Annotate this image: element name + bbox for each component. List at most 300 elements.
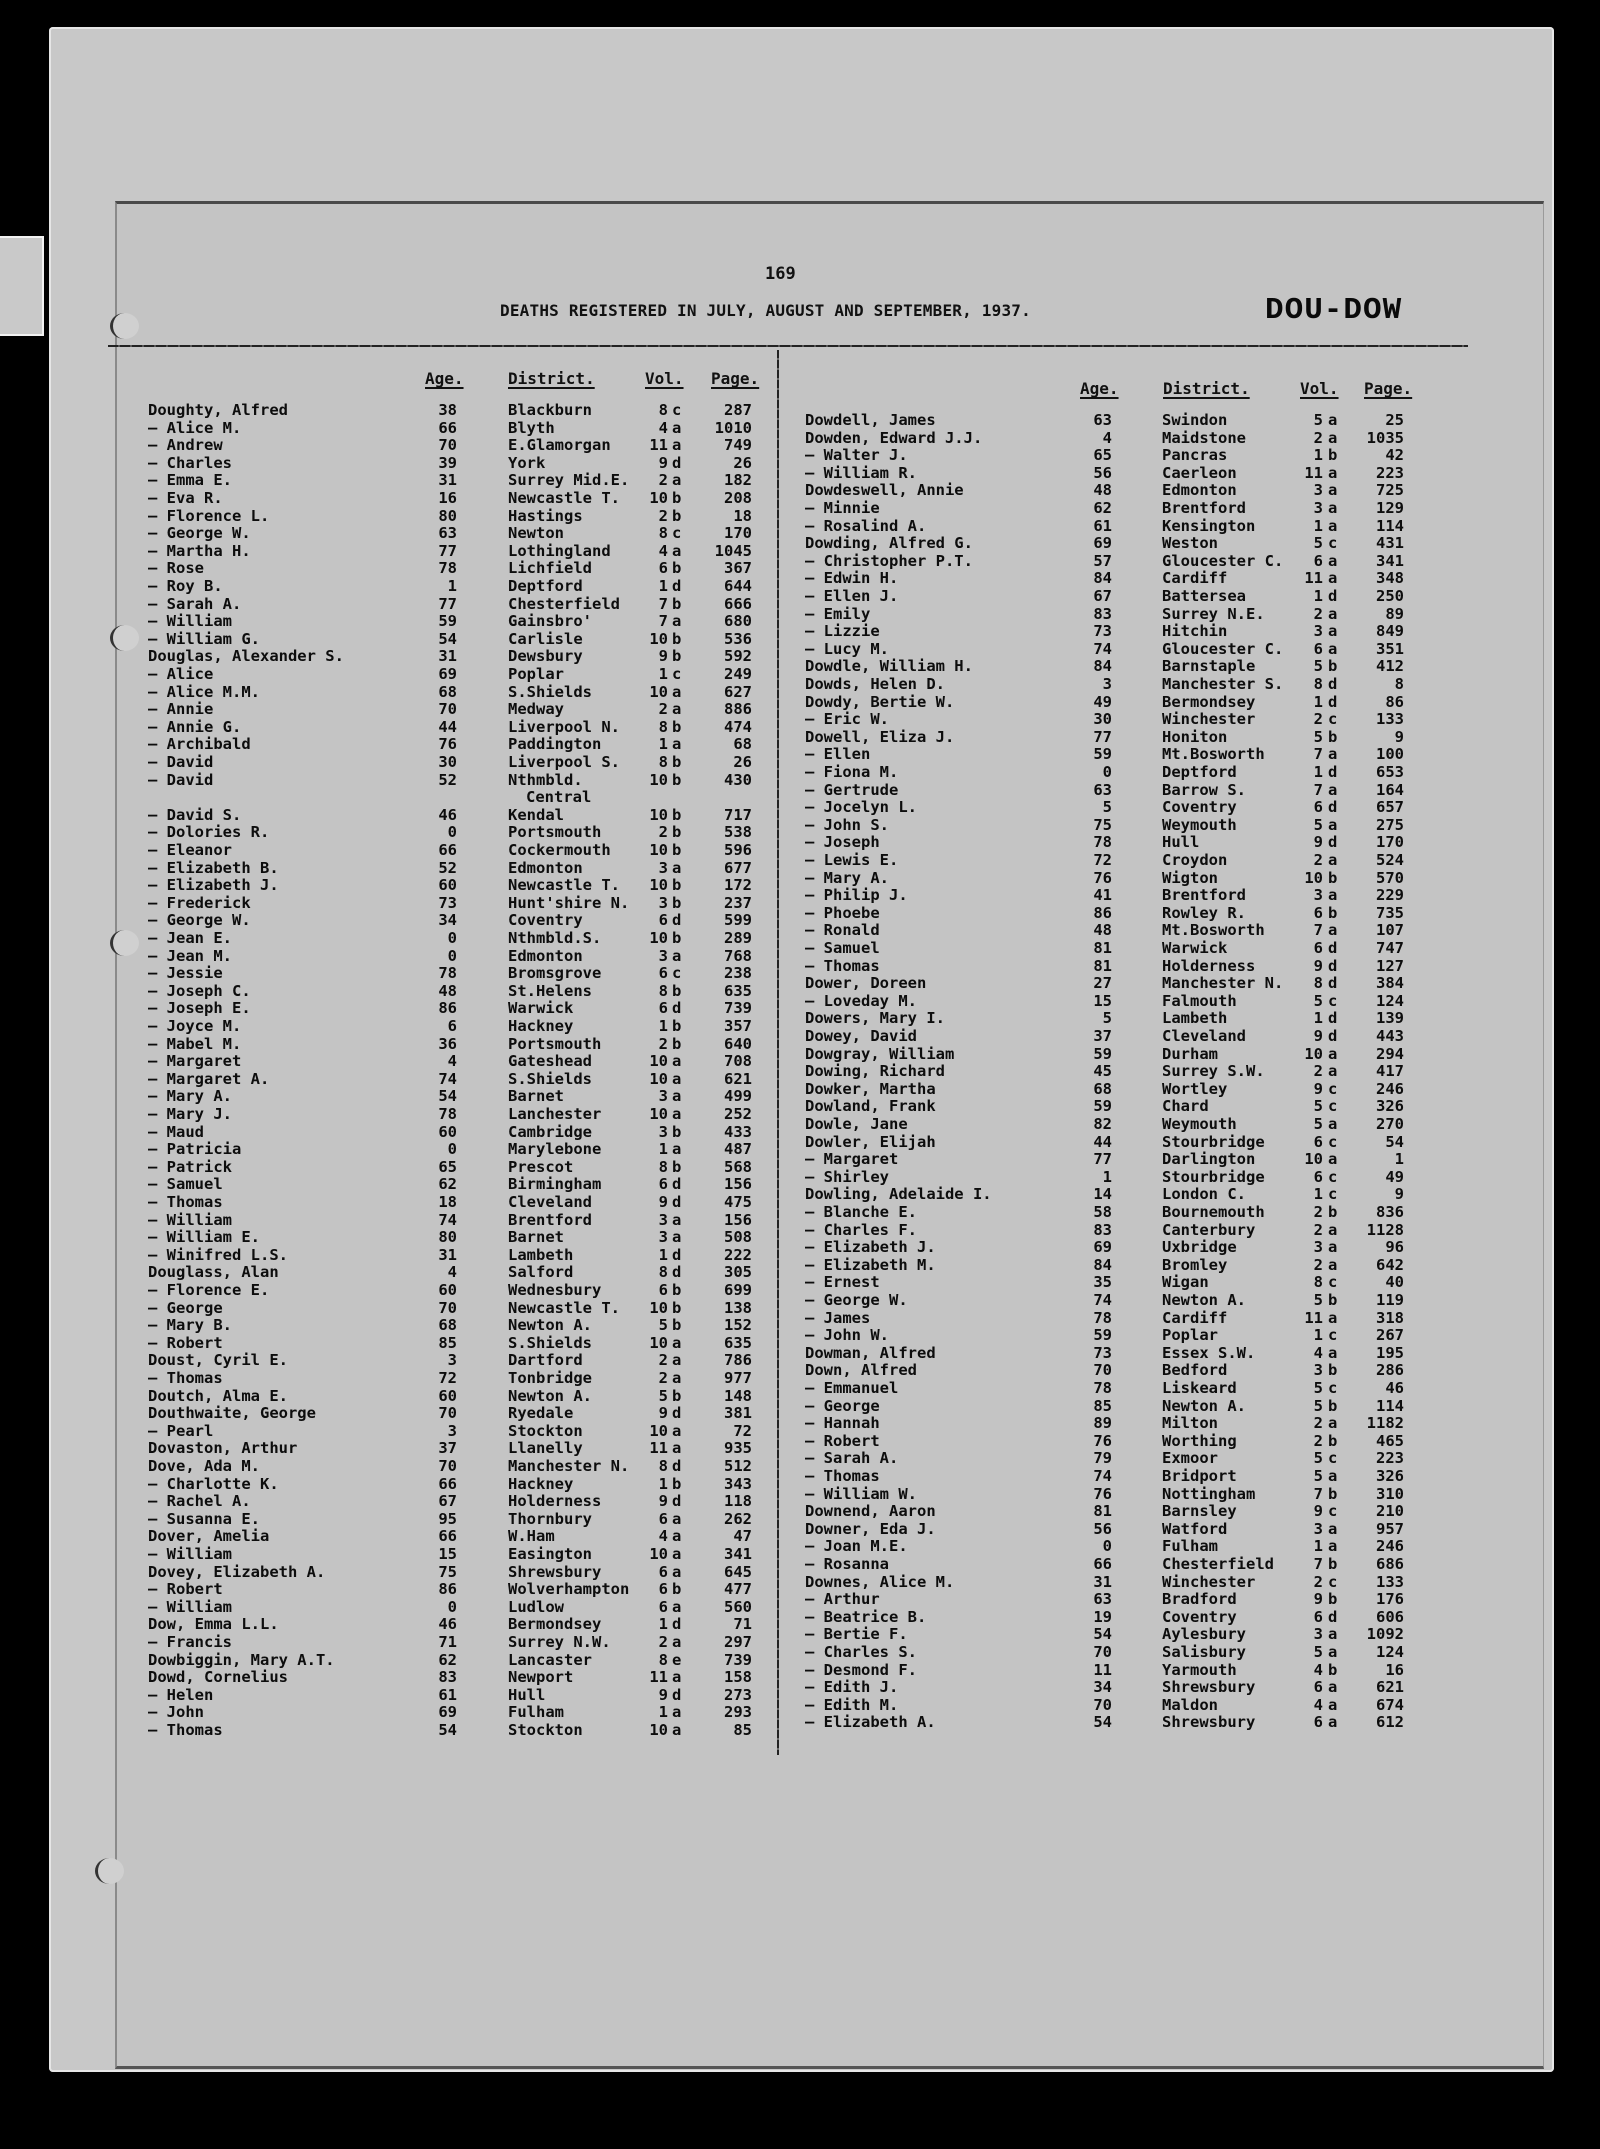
register-entry bbox=[0, 1292, 1460, 1309]
entry-volume: 10 bbox=[649, 770, 668, 789]
entry-age: 66 bbox=[1093, 1555, 1112, 1573]
entry-district: Gainsbro' bbox=[508, 612, 592, 631]
entry-volume-part: a bbox=[1328, 1308, 1338, 1327]
entry-name: — Robert bbox=[805, 1431, 880, 1450]
entry-age: 74 bbox=[1093, 1467, 1112, 1485]
entry-age: 76 bbox=[1093, 868, 1112, 887]
entry-age: 48 bbox=[1093, 481, 1112, 500]
entry-page: 170 bbox=[1376, 833, 1404, 852]
entry-age: 74 bbox=[1093, 1291, 1112, 1309]
entry-volume: 5 bbox=[1313, 1449, 1323, 1468]
register-entry bbox=[0, 852, 1460, 869]
entry-volume-part: a bbox=[672, 1105, 682, 1123]
entry-volume: 10 bbox=[649, 1069, 668, 1088]
entry-name: — Elizabeth J. bbox=[805, 1238, 936, 1257]
entry-name: — George bbox=[805, 1396, 880, 1415]
entry-volume-part: d bbox=[672, 999, 682, 1018]
entry-page: 621 bbox=[1376, 1678, 1404, 1697]
entry-volume-part: c bbox=[672, 401, 682, 419]
entry-page: 158 bbox=[724, 1668, 752, 1687]
entry-volume-part: a bbox=[1328, 1625, 1338, 1644]
entry-volume: 7 bbox=[658, 594, 668, 613]
entry-volume-part: c bbox=[1328, 1502, 1338, 1521]
entry-volume-part: a bbox=[1328, 639, 1338, 658]
entry-page: 596 bbox=[724, 841, 752, 859]
entry-age: 31 bbox=[438, 471, 457, 490]
entry-volume: 5 bbox=[658, 1316, 668, 1335]
entry-page: 133 bbox=[1376, 710, 1404, 729]
entry-page: 348 bbox=[1376, 569, 1404, 588]
entry-page: 1010 bbox=[714, 418, 752, 437]
entry-name: — Mabel M. bbox=[148, 1034, 242, 1053]
entry-name: Dow, Emma L.L. bbox=[148, 1615, 279, 1634]
entry-age: 0 bbox=[447, 946, 457, 965]
entry-name: — Edith M. bbox=[805, 1695, 899, 1714]
entry-volume: 8 bbox=[658, 1263, 668, 1282]
entry-page: 152 bbox=[724, 1316, 752, 1335]
entry-district: London C. bbox=[1162, 1185, 1246, 1204]
entry-age: 54 bbox=[438, 629, 457, 648]
entry-district: Hitchin bbox=[1162, 622, 1228, 641]
entry-age: 70 bbox=[438, 436, 457, 455]
entry-volume-part: c bbox=[1328, 534, 1338, 553]
entry-volume: 2 bbox=[1313, 1255, 1323, 1274]
entry-name: — William R. bbox=[805, 463, 917, 482]
entry-name: Dowey, David bbox=[805, 1027, 917, 1045]
entry-age: 0 bbox=[447, 823, 457, 842]
entry-volume: 1 bbox=[658, 1140, 668, 1159]
entry-age: 59 bbox=[1093, 745, 1112, 764]
entry-volume: 7 bbox=[658, 612, 668, 631]
entry-name: — William G. bbox=[148, 629, 260, 648]
entry-age: 30 bbox=[438, 753, 457, 771]
entry-district: Newton A. bbox=[508, 1386, 592, 1405]
entry-district: Milton bbox=[1162, 1414, 1218, 1433]
entry-volume-part: a bbox=[1328, 1713, 1338, 1732]
entry-volume: 10 bbox=[649, 682, 668, 701]
entry-volume-part: b bbox=[672, 770, 682, 789]
entry-volume-part: a bbox=[672, 1668, 682, 1687]
register-entry bbox=[0, 782, 1460, 799]
entry-age: 70 bbox=[1093, 1695, 1112, 1714]
entry-volume: 6 bbox=[1313, 1713, 1323, 1732]
entry-volume-part: a bbox=[1328, 411, 1338, 429]
entry-age: 65 bbox=[438, 1157, 457, 1176]
entry-volume: 2 bbox=[658, 1034, 668, 1053]
entry-age: 68 bbox=[438, 1316, 457, 1335]
entry-age: 84 bbox=[1093, 657, 1112, 676]
entry-page: 357 bbox=[724, 1017, 752, 1035]
entry-age: 74 bbox=[438, 1069, 457, 1088]
entry-volume: 3 bbox=[1313, 1519, 1323, 1538]
entry-name: — Walter J. bbox=[805, 446, 908, 465]
entry-name: — Roy B. bbox=[148, 577, 223, 595]
entry-page: 305 bbox=[724, 1263, 752, 1282]
entry-age: 76 bbox=[1093, 1484, 1112, 1503]
entry-page: 536 bbox=[724, 629, 752, 648]
entry-district: Coventry bbox=[508, 911, 583, 930]
entry-page: 156 bbox=[724, 1210, 752, 1229]
entry-volume-part: b bbox=[672, 753, 682, 771]
entry-district: Liskeard bbox=[1162, 1379, 1237, 1397]
entry-page: 148 bbox=[724, 1386, 752, 1405]
entry-volume-part: d bbox=[1328, 587, 1338, 605]
entry-name: — Margaret A. bbox=[148, 1069, 270, 1088]
entry-page: 645 bbox=[724, 1562, 752, 1581]
entry-page: 739 bbox=[724, 1650, 752, 1669]
entry-page: 170 bbox=[724, 524, 752, 543]
entry-district: Tonbridge bbox=[508, 1369, 592, 1387]
entry-age: 86 bbox=[1093, 903, 1112, 922]
entry-name: — Elizabeth M. bbox=[805, 1255, 936, 1274]
entry-volume-part: c bbox=[1328, 1185, 1338, 1204]
entry-district: Lichfield bbox=[508, 559, 592, 578]
entry-district: S.Shields bbox=[508, 682, 592, 701]
entry-district: Deptford bbox=[1162, 763, 1237, 781]
entry-name: — Elizabeth J. bbox=[148, 876, 279, 895]
entry-district: Newcastle T. bbox=[508, 876, 620, 895]
entry-volume-part: a bbox=[672, 1703, 682, 1722]
entry-volume-part: a bbox=[672, 682, 682, 701]
entry-name: Dowdell, James bbox=[805, 411, 936, 429]
entry-volume-part: a bbox=[672, 1545, 682, 1563]
entry-page: 246 bbox=[1376, 1537, 1404, 1556]
entry-volume: 1 bbox=[1313, 516, 1323, 535]
entry-volume: 3 bbox=[658, 893, 668, 912]
entry-district: Cardiff bbox=[1162, 1308, 1228, 1327]
entry-district: Lambeth bbox=[508, 1245, 574, 1264]
register-entry bbox=[0, 1362, 1460, 1379]
entry-volume-part: a bbox=[672, 612, 682, 631]
entry-age: 56 bbox=[1093, 1519, 1112, 1538]
entry-volume-part: c bbox=[1328, 1273, 1338, 1292]
entry-name: Douglass, Alan bbox=[148, 1263, 279, 1282]
entry-age: 15 bbox=[438, 1545, 457, 1563]
entry-page: 68 bbox=[733, 735, 752, 754]
entry-page: 1182 bbox=[1366, 1414, 1404, 1433]
index-range-label: DOU-DOW bbox=[1265, 293, 1403, 328]
entry-volume-part: b bbox=[1328, 868, 1338, 887]
entry-district: Shrewsbury bbox=[508, 1562, 602, 1581]
register-entry bbox=[0, 940, 1460, 957]
entry-volume: 10 bbox=[1304, 1044, 1323, 1063]
entry-district: Weston bbox=[1162, 534, 1218, 553]
entry-volume-part: b bbox=[672, 629, 682, 648]
entry-name: — Blanche E. bbox=[805, 1203, 917, 1221]
entry-volume-part: d bbox=[672, 1404, 682, 1423]
entry-volume: 6 bbox=[658, 999, 668, 1018]
entry-age: 70 bbox=[438, 700, 457, 719]
entry-district: Kendal bbox=[508, 805, 564, 824]
entry-age: 86 bbox=[438, 999, 457, 1018]
entry-volume-part: a bbox=[1328, 569, 1338, 588]
register-entry bbox=[0, 1609, 1460, 1626]
entry-volume-part: b bbox=[1328, 1590, 1338, 1609]
entry-page: 176 bbox=[1376, 1590, 1404, 1609]
entry-page: 739 bbox=[724, 999, 752, 1018]
entry-age: 54 bbox=[438, 1721, 457, 1739]
entry-district: Barnstaple bbox=[1162, 657, 1256, 676]
entry-page: 508 bbox=[724, 1228, 752, 1247]
entry-district: Newton A. bbox=[1162, 1291, 1246, 1309]
entry-volume: 2 bbox=[1313, 1220, 1323, 1239]
entry-name: — Robert bbox=[148, 1333, 223, 1352]
register-entry bbox=[0, 465, 1460, 482]
entry-name: — Lewis E. bbox=[805, 851, 899, 869]
entry-page: 139 bbox=[1376, 1009, 1404, 1028]
entry-name: — Patricia bbox=[148, 1140, 242, 1159]
entry-volume: 11 bbox=[1304, 463, 1323, 482]
entry-name: Dowman, Alfred bbox=[805, 1343, 936, 1362]
entry-age: 65 bbox=[1093, 446, 1112, 465]
entry-age: 75 bbox=[1093, 815, 1112, 834]
entry-volume-part: b bbox=[672, 1122, 682, 1141]
entry-page: 86 bbox=[1385, 692, 1404, 711]
entry-name: Doust, Cyril E. bbox=[148, 1351, 288, 1370]
entry-volume-part: a bbox=[672, 1069, 682, 1088]
register-entry bbox=[0, 993, 1460, 1010]
entry-page: 127 bbox=[1376, 956, 1404, 975]
entry-page: 275 bbox=[1376, 815, 1404, 834]
register-entry bbox=[0, 1063, 1460, 1080]
entry-volume-part: a bbox=[672, 858, 682, 877]
entry-district: Manchester S. bbox=[1162, 675, 1284, 693]
entry-volume-part: a bbox=[1328, 851, 1338, 869]
entry-volume: 10 bbox=[649, 1333, 668, 1352]
entry-volume-part: a bbox=[1328, 604, 1338, 623]
register-entry bbox=[0, 1310, 1460, 1327]
adjacent-sheet-tab bbox=[0, 236, 44, 336]
entry-volume: 2 bbox=[1313, 1414, 1323, 1433]
entry-name: — Winifred L.S. bbox=[148, 1245, 288, 1264]
entry-name: — Fiona M. bbox=[805, 763, 899, 781]
entry-volume: 7 bbox=[1313, 745, 1323, 764]
entry-volume: 2 bbox=[658, 506, 668, 525]
entry-age: 30 bbox=[1093, 710, 1112, 729]
entry-district: Newton A. bbox=[508, 1316, 592, 1335]
entry-page: 107 bbox=[1376, 921, 1404, 940]
entry-age: 16 bbox=[438, 489, 457, 507]
entry-volume-part: b bbox=[1328, 1555, 1338, 1573]
entry-name: — Edwin H. bbox=[805, 569, 899, 588]
entry-district: Stourbridge bbox=[1162, 1132, 1265, 1151]
entry-volume: 4 bbox=[658, 418, 668, 437]
entry-age: 79 bbox=[1093, 1449, 1112, 1468]
entry-page: 100 bbox=[1376, 745, 1404, 764]
entry-district: Hastings bbox=[508, 506, 583, 525]
entry-age: 78 bbox=[1093, 1308, 1112, 1327]
entry-volume: 2 bbox=[658, 1633, 668, 1651]
entry-name: — George W. bbox=[148, 524, 251, 543]
entry-page: 54 bbox=[1385, 1132, 1404, 1151]
register-entry bbox=[0, 658, 1460, 675]
entry-name: — Ellen J. bbox=[805, 587, 899, 605]
entry-volume-part: a bbox=[672, 1333, 682, 1352]
entry-name: — John W. bbox=[805, 1326, 889, 1345]
entry-page: 25 bbox=[1385, 411, 1404, 429]
entry-district: Maidstone bbox=[1162, 428, 1246, 447]
entry-name: — Lizzie bbox=[805, 622, 880, 641]
entry-district: Pancras bbox=[1162, 446, 1228, 465]
entry-district: Fulham bbox=[1162, 1537, 1218, 1556]
entry-age: 62 bbox=[1093, 499, 1112, 517]
entry-volume-part: a bbox=[1328, 516, 1338, 535]
entry-volume: 2 bbox=[658, 1369, 668, 1387]
entry-age: 70 bbox=[438, 1404, 457, 1423]
entry-age: 31 bbox=[438, 647, 457, 666]
entry-volume: 10 bbox=[1304, 868, 1323, 887]
entry-page: 735 bbox=[1376, 903, 1404, 922]
entry-page: 1128 bbox=[1366, 1220, 1404, 1239]
entry-page: 249 bbox=[724, 665, 752, 683]
entry-age: 63 bbox=[1093, 411, 1112, 429]
entry-page: 182 bbox=[724, 471, 752, 490]
entry-age: 78 bbox=[438, 964, 457, 983]
entry-district: Manchester N. bbox=[508, 1457, 630, 1475]
entry-page: 238 bbox=[724, 964, 752, 983]
entry-name: — George W. bbox=[148, 911, 251, 930]
entry-district: Battersea bbox=[1162, 587, 1246, 605]
entry-district-continuation: Central bbox=[526, 788, 592, 807]
entry-page: 208 bbox=[724, 489, 752, 507]
entry-age: 84 bbox=[1093, 569, 1112, 588]
entry-volume: 1 bbox=[1313, 446, 1323, 465]
entry-name: — William bbox=[148, 1545, 232, 1563]
entry-age: 52 bbox=[438, 858, 457, 877]
entry-volume: 9 bbox=[1313, 833, 1323, 852]
entry-age: 82 bbox=[1093, 1115, 1112, 1133]
entry-volume: 2 bbox=[1313, 851, 1323, 869]
entry-volume-part: d bbox=[1328, 1607, 1338, 1626]
entry-district: Weymouth bbox=[1162, 1115, 1237, 1133]
entry-district: Darlington bbox=[1162, 1150, 1256, 1169]
register-entry bbox=[0, 958, 1460, 975]
entry-volume: 8 bbox=[1313, 675, 1323, 693]
register-entry bbox=[0, 1222, 1460, 1239]
register-entry bbox=[0, 1556, 1460, 1573]
entry-page: 96 bbox=[1385, 1238, 1404, 1257]
entry-volume: 8 bbox=[658, 717, 668, 736]
entry-volume: 6 bbox=[1313, 551, 1323, 570]
entry-volume: 7 bbox=[1313, 921, 1323, 940]
entry-district: Cleveland bbox=[508, 1193, 592, 1211]
entry-age: 68 bbox=[438, 682, 457, 701]
entry-volume: 6 bbox=[658, 1597, 668, 1616]
entry-age: 6 bbox=[447, 1017, 457, 1035]
entry-name: — Jessie bbox=[148, 964, 223, 983]
entry-district: Stockton bbox=[508, 1421, 583, 1440]
entry-volume: 10 bbox=[649, 1298, 668, 1317]
entry-age: 56 bbox=[1093, 463, 1112, 482]
register-entry bbox=[0, 694, 1460, 711]
entry-volume-part: d bbox=[1328, 1027, 1338, 1045]
entry-volume-part: b bbox=[1328, 727, 1338, 746]
entry-volume-part: b bbox=[1328, 1484, 1338, 1503]
entry-age: 66 bbox=[438, 1474, 457, 1493]
entry-district: Canterbury bbox=[1162, 1220, 1256, 1239]
entry-name: — Thomas bbox=[148, 1721, 223, 1739]
entry-district: Birmingham bbox=[508, 1175, 602, 1194]
entry-district: Carlisle bbox=[508, 629, 583, 648]
entry-page: 286 bbox=[1376, 1361, 1404, 1380]
entry-page: 9 bbox=[1394, 1185, 1404, 1204]
register-entry bbox=[0, 588, 1460, 605]
entry-name: — George W. bbox=[805, 1291, 908, 1309]
entry-volume: 10 bbox=[649, 805, 668, 824]
entry-volume: 4 bbox=[1313, 1343, 1323, 1362]
entry-name: — David bbox=[148, 753, 214, 771]
register-entry bbox=[0, 570, 1460, 587]
entry-age: 36 bbox=[438, 1034, 457, 1053]
register-entry bbox=[0, 1239, 1460, 1256]
entry-name: — Rose bbox=[148, 559, 204, 578]
register-entry bbox=[0, 746, 1460, 763]
entry-age: 27 bbox=[1093, 974, 1112, 993]
entry-name: — Samuel bbox=[148, 1175, 223, 1194]
entry-volume-part: a bbox=[1328, 745, 1338, 764]
entry-name: Dover, Amelia bbox=[148, 1527, 270, 1546]
entry-volume-part: a bbox=[672, 418, 682, 437]
entry-district: Coventry bbox=[1162, 1607, 1237, 1626]
entry-district: Bournemouth bbox=[1162, 1203, 1265, 1221]
register-entry bbox=[0, 799, 1460, 816]
register-entry bbox=[0, 676, 1460, 693]
entry-district: Salford bbox=[508, 1263, 574, 1282]
entry-district: Poplar bbox=[508, 665, 564, 683]
register-entry bbox=[0, 518, 1460, 535]
punch-hole bbox=[95, 1858, 124, 1884]
entry-name: — Charlotte K. bbox=[148, 1474, 279, 1493]
entry-age: 59 bbox=[1093, 1044, 1112, 1063]
entry-age: 44 bbox=[1093, 1132, 1112, 1151]
entry-volume: 10 bbox=[649, 1421, 668, 1440]
entry-district: Worthing bbox=[1162, 1431, 1237, 1450]
entry-page: 18 bbox=[733, 506, 752, 525]
entry-district: Surrey N.E. bbox=[1162, 604, 1265, 623]
entry-district: Prescot bbox=[508, 1157, 574, 1176]
entry-page: 129 bbox=[1376, 499, 1404, 517]
register-entry bbox=[0, 1450, 1460, 1467]
entry-name: — Eric W. bbox=[805, 710, 889, 729]
entry-name: — Joseph C. bbox=[148, 981, 251, 1000]
entry-age: 58 bbox=[1093, 1203, 1112, 1221]
entry-volume-part: b bbox=[1328, 1291, 1338, 1309]
entry-page: 89 bbox=[1385, 604, 1404, 623]
entry-volume-part: c bbox=[1328, 1326, 1338, 1345]
register-entry bbox=[0, 1626, 1460, 1643]
entry-name: — Ellen bbox=[805, 745, 871, 764]
entry-age: 1 bbox=[447, 577, 457, 595]
entry-page: 708 bbox=[724, 1052, 752, 1071]
entry-volume: 3 bbox=[1313, 499, 1323, 517]
entry-page: 172 bbox=[724, 876, 752, 895]
register-entry bbox=[0, 905, 1460, 922]
entry-age: 3 bbox=[447, 1351, 457, 1370]
entry-volume-part: c bbox=[1328, 1167, 1338, 1186]
entry-volume-part: b bbox=[672, 717, 682, 736]
entry-volume: 8 bbox=[658, 1650, 668, 1669]
entry-name: — Robert bbox=[148, 1580, 223, 1599]
entry-age: 18 bbox=[438, 1193, 457, 1211]
entry-district: E.Glamorgan bbox=[508, 436, 611, 455]
entry-age: 73 bbox=[1093, 622, 1112, 641]
entry-volume-part: a bbox=[672, 1509, 682, 1528]
entry-age: 0 bbox=[447, 1597, 457, 1616]
entry-page: 343 bbox=[724, 1474, 752, 1493]
entry-volume: 2 bbox=[1313, 604, 1323, 623]
entry-age: 14 bbox=[1093, 1185, 1112, 1204]
entry-age: 31 bbox=[1093, 1572, 1112, 1591]
